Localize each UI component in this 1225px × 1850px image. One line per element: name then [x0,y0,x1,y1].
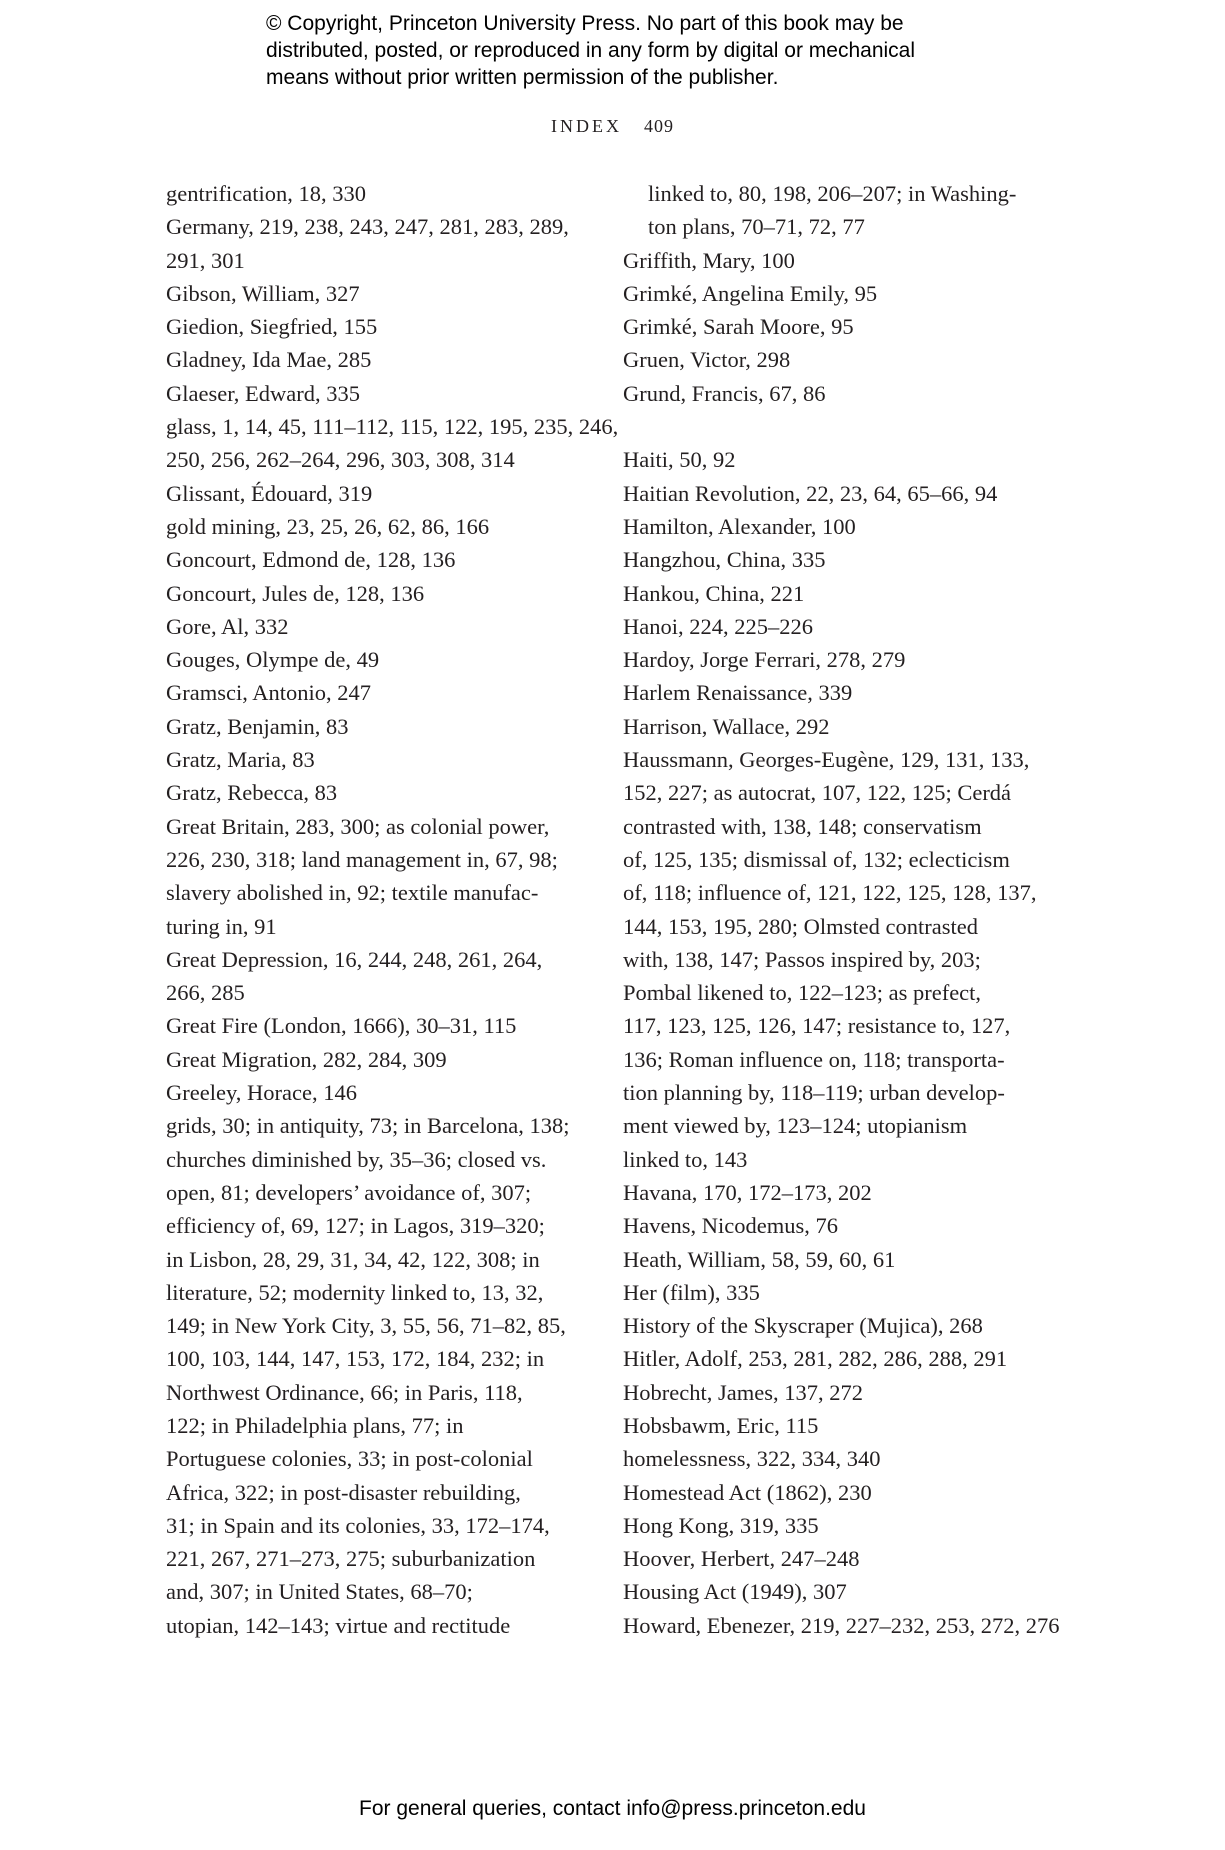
index-entry [166,310,606,343]
index-entry [623,377,1063,410]
copyright-notice-line: © Copyright, Princeton University Press. No part of this book may be [266,12,904,35]
index-entry-line: Haitian Revolution, 22, 23, 64, 65–66, 94 [623,480,998,506]
copyright-notice-line: means without prior written permission of the publisher. [266,66,779,89]
index-entry [166,810,606,943]
index-entry-line: Gibson, William, 327 [166,280,360,306]
index-entry [166,510,606,543]
index-entry-line: Gramsci, Antonio, 247 [166,680,371,706]
index-entry-line: Germany, 219, 238, 243, 247, 281, 283, 289, [166,214,569,240]
index-entry [623,477,1063,510]
index-entry [623,310,1063,343]
index-entry [166,177,606,210]
index-entry-line: Hoover, Herbert, 247–248 [623,1546,860,1572]
index-entry [623,1342,1063,1375]
index-entry-line: Haiti, 50, 92 [623,447,736,473]
index-entry [623,543,1063,576]
index-entry-line: Gratz, Benjamin, 83 [166,713,349,739]
index-entry-line: 100, 103, 144, 147, 153, 172, 184, 232; in [166,1346,545,1372]
index-entry-line: open, 81; developers’ avoidance of, 307; [166,1179,532,1205]
index-entry-line: of, 118; influence of, 121, 122, 125, 128, 137, [623,880,1037,906]
index-entry-line: slavery abolished in, 92; textile manufac- [166,880,539,906]
index-entry [166,277,606,310]
index-entry [623,1243,1063,1276]
index-entry-line: Northwest Ordinance, 66; in Paris, 118, [166,1379,523,1405]
contact-footer: For general queries, contact info@press.princeton.edu [359,1797,866,1820]
index-entry [166,1109,606,1642]
index-entry-line: Hankou, China, 221 [623,580,805,606]
index-entry-line: Hobrecht, James, 137, 272 [623,1379,863,1405]
index-entry [623,643,1063,676]
index-entry [166,210,606,277]
index-entry-line: Hanoi, 224, 225–226 [623,613,813,639]
running-head-section: INDEX [551,116,622,136]
index-entry [166,1076,606,1109]
index-entry-line: Gratz, Maria, 83 [166,747,315,773]
index-entry-line: 291, 301 [166,247,245,273]
index-entry [623,1176,1063,1209]
index-entry-line: 221, 267, 271–273, 275; suburbanization [166,1546,536,1572]
index-entry [623,1209,1063,1242]
index-letter-gap [623,410,1063,443]
running-head [0,114,1225,138]
index-entry-line: Havens, Nicodemus, 76 [623,1213,838,1239]
index-entry-line: Gratz, Rebecca, 83 [166,780,338,806]
index-entry [623,443,1063,476]
index-entry-line: Griffith, Mary, 100 [623,247,795,273]
index-entry [623,1542,1063,1575]
index-entry [623,710,1063,743]
index-entry-line: Haussmann, Georges-Eugène, 129, 131, 133, [623,747,1030,773]
index-entry-line: Great Migration, 282, 284, 309 [166,1046,447,1072]
index-entry-line: Hangzhou, China, 335 [623,547,826,573]
index-entry-line: 144, 153, 195, 280; Olmsted contrasted [623,913,978,939]
index-column-right [623,177,1063,1642]
index-entry-line: Hobsbawm, Eric, 115 [623,1412,819,1438]
index-entry-line: tion planning by, 118–119; urban develop- [623,1080,1005,1106]
index-entry-line: Gruen, Victor, 298 [623,347,791,373]
index-entry-line: Portuguese colonies, 33; in post-colonial [166,1446,533,1472]
index-entry-line: contrasted with, 138, 148; conservatism [623,813,982,839]
index-entry [166,710,606,743]
index-entry-line: Hardoy, Jorge Ferrari, 278, 279 [623,647,906,673]
index-entry-line: Gouges, Olympe de, 49 [166,647,380,673]
index-entry [623,277,1063,310]
index-entry [623,1276,1063,1309]
index-entry-line: gold mining, 23, 25, 26, 62, 86, 166 [166,513,490,539]
index-entry-line: of, 125, 135; dismissal of, 132; eclecticism [623,846,1010,872]
index-entry [166,676,606,709]
index-entry-line: efficiency of, 69, 127; in Lagos, 319–320; [166,1213,545,1239]
index-entry-line: Her (film), 335 [623,1279,760,1305]
copyright-notice [266,10,1026,91]
index-column-left [166,177,619,1642]
page-number: 409 [644,116,674,136]
index-entry-line: Great Britain, 283, 300; as colonial power, [166,813,550,839]
index-entry [623,577,1063,610]
index-entry-line: in Lisbon, 28, 29, 31, 34, 42, 122, 308; in [166,1246,540,1272]
index-entry-line: Harlem Renaissance, 339 [623,680,853,706]
index-entry-line: Heath, William, 58, 59, 60, 61 [623,1246,896,1272]
index-entry [623,1609,1063,1642]
index-entry [623,343,1063,376]
index-entry-line: 136; Roman influence on, 118; transporta- [623,1046,1005,1072]
index-entry-line: Havana, 170, 172–173, 202 [623,1179,872,1205]
index-entry-line: ment viewed by, 123–124; utopianism [623,1113,968,1139]
index-entry-line: 31; in Spain and its colonies, 33, 172–174, [166,1512,550,1538]
index-entry-line: gentrification, 18, 330 [166,181,366,206]
index-entry-line: Giedion, Siegfried, 155 [166,314,378,340]
index-entry-line: 226, 230, 318; land management in, 67, 98; [166,846,558,872]
index-entry [166,543,606,576]
index-entry-line: literature, 52; modernity linked to, 13, 32, [166,1279,544,1305]
index-entry-line: utopian, 142–143; virtue and rectitude [166,1612,511,1638]
index-entry [623,1575,1063,1608]
index-entry-line: turing in, 91 [166,913,277,939]
index-entry-line: ton plans, 70–71, 72, 77 [648,214,865,240]
index-entry-line: Great Fire (London, 1666), 30–31, 115 [166,1013,517,1039]
index-entry-line: Glaeser, Edward, 335 [166,380,361,406]
index-entry [623,610,1063,643]
index-entry [623,510,1063,543]
index-entry [166,1009,606,1042]
index-entry-line: Gore, Al, 332 [166,613,289,639]
index-entry-line: linked to, 143 [623,1146,748,1172]
index-entry-line: Goncourt, Edmond de, 128, 136 [166,547,456,573]
index-entry-line: linked to, 80, 198, 206–207; in Washing- [648,181,1017,206]
index-entry-line: and, 307; in United States, 68–70; [166,1579,473,1605]
index-entry-line: Homestead Act (1862), 230 [623,1479,872,1505]
index-entry [623,1409,1063,1442]
index-entry [623,1309,1063,1342]
index-entry [166,377,606,410]
copyright-notice-line: distributed, posted, or reproduced in any form by digital or mechanical [266,39,916,62]
index-entry-line: Grimké, Sarah Moore, 95 [623,314,854,340]
index-entry [166,776,606,809]
index-entry [166,943,606,1010]
index-entry-line: Gladney, Ida Mae, 285 [166,347,372,373]
index-entry-line: Grund, Francis, 67, 86 [623,380,826,406]
index-entry [623,244,1063,277]
index-entry-line: Hitler, Adolf, 253, 281, 282, 286, 288, 291 [623,1346,1008,1372]
index-entry-line: Glissant, Édouard, 319 [166,480,373,506]
index-entry-line: grids, 30; in antiquity, 73; in Barcelona, 138; [166,1113,570,1139]
index-entry [166,343,606,376]
index-entry-line: 250, 256, 262–264, 296, 303, 308, 314 [166,447,515,473]
index-entry-line: glass, 1, 14, 45, 111–112, 115, 122, 195, 235, 246, [166,414,619,440]
index-entry-line: 152, 227; as autocrat, 107, 122, 125; Cerdá [623,780,1012,806]
index-entry-line: homelessness, 322, 334, 340 [623,1446,881,1472]
index-entry-line: 149; in New York City, 3, 55, 56, 71–82, 85, [166,1313,566,1339]
index-entry [166,577,606,610]
index-entry-line: churches diminished by, 35–36; closed vs. [166,1146,547,1172]
index-entry [166,610,606,643]
index-entry [623,1509,1063,1542]
index-entry-line: Africa, 322; in post-disaster rebuilding, [166,1479,521,1505]
index-entry [623,177,1063,244]
index-entry-line: Grimké, Angelina Emily, 95 [623,280,878,306]
index-entry-line: Hamilton, Alexander, 100 [623,513,856,539]
index-entry [166,477,606,510]
index-entry-line: Housing Act (1949), 307 [623,1579,847,1605]
index-entry-line: Great Depression, 16, 244, 248, 261, 264, [166,946,543,972]
index-entry [166,410,619,477]
index-entry-line: with, 138, 147; Passos inspired by, 203; [623,946,981,972]
index-entry [166,643,606,676]
index-entry-line: Goncourt, Jules de, 128, 136 [166,580,425,606]
index-entry-line: Hong Kong, 319, 335 [623,1512,819,1538]
index-entry-line: History of the Skyscraper (Mujica), 268 [623,1313,983,1339]
index-entry-line: 117, 123, 125, 126, 147; resistance to, 127, [623,1013,1011,1039]
index-entry [166,743,606,776]
index-entry-line: 122; in Philadelphia plans, 77; in [166,1412,464,1438]
index-entry-line: Greeley, Horace, 146 [166,1080,357,1106]
index-entry [623,676,1063,709]
index-entry [166,1043,606,1076]
index-entry-line: Harrison, Wallace, 292 [623,713,830,739]
index-entry [623,1476,1063,1509]
index-entry [623,1442,1063,1475]
index-entry [623,743,1063,1176]
index-entry-line: 266, 285 [166,980,245,1006]
index-entry-line: Pombal likened to, 122–123; as prefect, [623,980,982,1006]
index-entry [623,1376,1063,1409]
index-entry-line: Howard, Ebenezer, 219, 227–232, 253, 272, 276 [623,1612,1060,1638]
